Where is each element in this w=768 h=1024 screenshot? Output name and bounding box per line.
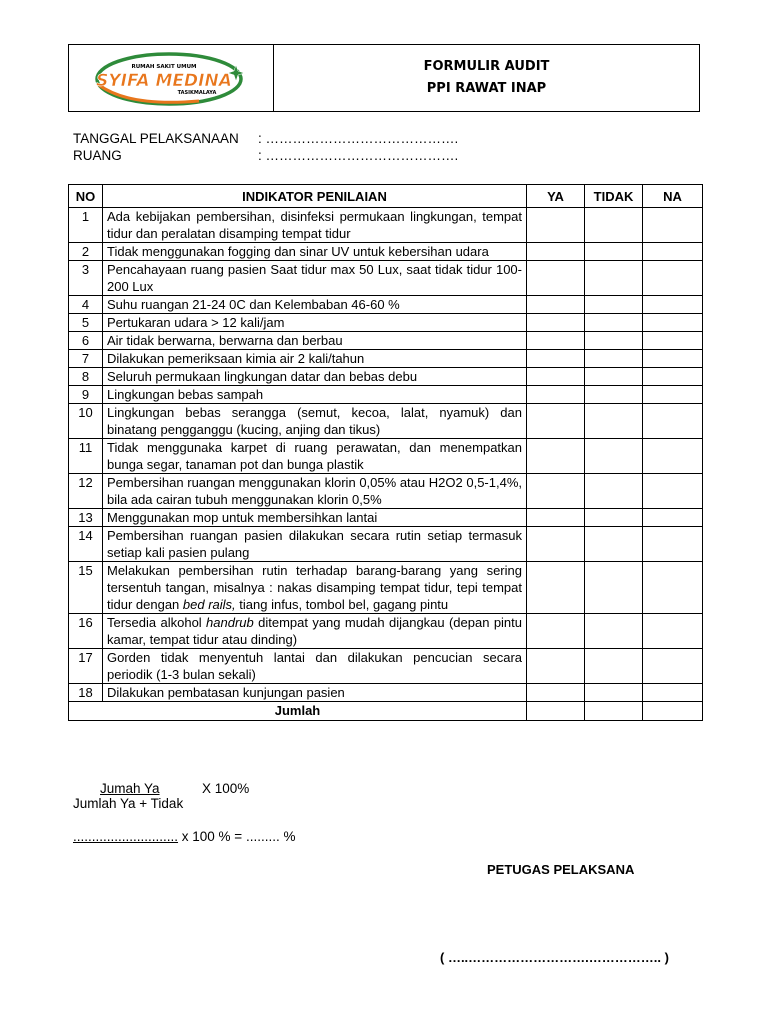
indicator-segment: Ada kebijakan pembersihan, disinfeksi permukaan lingkungan, tempat tidur dan peralatan disamping tempat tidur xyxy=(107,209,522,241)
ya-check-cell[interactable] xyxy=(527,296,585,314)
indicator-text xyxy=(103,649,527,684)
na-check-cell[interactable] xyxy=(643,439,703,474)
na-check-cell[interactable] xyxy=(643,243,703,261)
na-check-cell[interactable] xyxy=(643,404,703,439)
indicator-text xyxy=(103,243,527,261)
tidak-check-cell[interactable] xyxy=(585,368,643,386)
indicator-segment: Lingkungan bebas sampah xyxy=(107,387,264,402)
indicator-segment: Lingkungan bebas serangga (semut, kecoa, lalat, nyamuk) dan binatang pengganggu (kucing, anjing dan tikus) xyxy=(107,405,522,437)
formula-multiplier: X 100% xyxy=(202,781,250,796)
table-row xyxy=(69,386,703,404)
row-number: 10 xyxy=(69,404,103,439)
indicator-text xyxy=(103,314,527,332)
row-number: 7 xyxy=(69,350,103,368)
indicator-text xyxy=(103,332,527,350)
form-subtitle: PPI RAWAT INAP xyxy=(426,81,547,96)
signer-title: PETUGAS PELAKSANA xyxy=(487,862,635,877)
indicator-segment: Dilakukan pembatasan kunjungan pasien xyxy=(107,685,345,700)
na-check-cell[interactable] xyxy=(643,368,703,386)
numerator-text: Jumah Ya xyxy=(100,781,160,796)
table-row xyxy=(69,332,703,350)
indicator-text xyxy=(103,208,527,243)
col-header-na: NA xyxy=(643,185,703,208)
ya-check-cell[interactable] xyxy=(527,332,585,350)
ya-check-cell[interactable] xyxy=(527,614,585,649)
row-number: 3 xyxy=(69,261,103,296)
na-check-cell[interactable] xyxy=(643,350,703,368)
ya-check-cell[interactable] xyxy=(527,474,585,509)
ya-check-cell[interactable] xyxy=(527,208,585,243)
indicator-text xyxy=(103,474,527,509)
date-field[interactable]: : ……………………………………. xyxy=(258,131,459,146)
indicator-text xyxy=(103,509,527,527)
indicator-segment: Melakukan pembersihan rutin terhadap barang-barang yang sering tersentuh tangan, misalnya : nakas disamping tempat tidur, tepi tempat tidur dengan xyxy=(107,563,522,612)
indicator-segment: ditempat yang mudah dijangkau (depan pintu kamar, tempat tidur atau dinding) xyxy=(107,615,523,647)
table-row xyxy=(69,562,703,614)
tidak-check-cell[interactable] xyxy=(585,474,643,509)
ya-check-cell[interactable] xyxy=(527,527,585,562)
ya-check-cell[interactable] xyxy=(527,350,585,368)
logo-cell xyxy=(69,45,274,111)
indicator-segment: Pembersihan ruangan menggunakan klorin 0,05% atau H2O2 0,5-1,4%, bila ada cairan tubuh menggunakan klorin 0,5% xyxy=(107,475,522,507)
row-number: 18 xyxy=(69,684,103,702)
row-number: 11 xyxy=(69,439,103,474)
row-number: 14 xyxy=(69,527,103,562)
indicator-segment: Seluruh permukaan lingkungan datar dan bebas debu xyxy=(107,369,418,384)
ya-check-cell[interactable] xyxy=(527,684,585,702)
indicator-segment: Pencahayaan ruang pasien Saat tidur max 50 Lux, saat tidak tidur 100-200 Lux xyxy=(107,262,522,294)
row-number: 1 xyxy=(69,208,103,243)
total-row xyxy=(69,702,703,721)
row-number: 6 xyxy=(69,332,103,350)
indicator-segment: Pembersihan ruangan pasien dilakukan secara rutin setiap termasuk setiap kali pasien pulang xyxy=(107,528,522,560)
room-row xyxy=(73,148,458,163)
row-number: 16 xyxy=(69,614,103,649)
indicator-segment: Menggunakan mop untuk membersihkan lantai xyxy=(107,510,378,525)
indicator-text xyxy=(103,404,527,439)
indicator-text xyxy=(103,562,527,614)
tidak-check-cell[interactable] xyxy=(585,261,643,296)
tidak-check-cell[interactable] xyxy=(585,509,643,527)
row-number: 13 xyxy=(69,509,103,527)
indicator-text xyxy=(103,296,527,314)
indicator-text xyxy=(103,261,527,296)
indicator-text xyxy=(103,368,527,386)
table-header-row xyxy=(69,185,703,208)
ya-check-cell[interactable] xyxy=(527,649,585,684)
col-header-tidak: TIDAK xyxy=(585,185,643,208)
na-check-cell[interactable] xyxy=(643,314,703,332)
na-check-cell[interactable] xyxy=(643,208,703,243)
na-check-cell[interactable] xyxy=(643,649,703,684)
formula-denominator: Jumlah Ya + Tidak xyxy=(73,796,184,811)
logo-top-text: RUMAH SAKIT UMUM xyxy=(131,64,197,70)
tidak-check-cell[interactable] xyxy=(585,314,643,332)
room-field[interactable]: : ……………………………………. xyxy=(258,148,459,163)
tidak-check-cell[interactable] xyxy=(585,350,643,368)
logo-name: SYIFA MEDINA xyxy=(96,71,232,91)
audit-table xyxy=(68,184,703,721)
row-number: 5 xyxy=(69,314,103,332)
table-row xyxy=(69,243,703,261)
na-check-cell[interactable] xyxy=(643,614,703,649)
total-na-cell[interactable] xyxy=(643,702,703,721)
na-check-cell[interactable] xyxy=(643,296,703,314)
row-number: 12 xyxy=(69,474,103,509)
table-row xyxy=(69,614,703,649)
row-number: 2 xyxy=(69,243,103,261)
table-row xyxy=(69,208,703,243)
total-label: Jumlah xyxy=(69,702,527,721)
ya-check-cell[interactable] xyxy=(527,439,585,474)
indicator-segment: Tidak menggunakan fogging dan sinar UV untuk kebersihan udara xyxy=(107,244,489,259)
indicator-segment: Air tidak berwarna, berwarna dan berbau xyxy=(107,333,343,348)
logo-city: TASIKMALAYA xyxy=(177,90,217,96)
ya-check-cell[interactable] xyxy=(527,243,585,261)
tidak-check-cell[interactable] xyxy=(585,439,643,474)
table-row xyxy=(69,368,703,386)
tidak-check-cell[interactable] xyxy=(585,527,643,562)
na-check-cell[interactable] xyxy=(643,509,703,527)
indicator-text xyxy=(103,386,527,404)
ya-check-cell[interactable] xyxy=(527,261,585,296)
tidak-check-cell[interactable] xyxy=(585,684,643,702)
table-row xyxy=(69,314,703,332)
signature-line[interactable]: ( …..……………………….…………….. ) xyxy=(440,950,669,965)
table-row xyxy=(69,261,703,296)
na-check-cell[interactable] xyxy=(643,474,703,509)
tidak-check-cell[interactable] xyxy=(585,386,643,404)
row-number: 8 xyxy=(69,368,103,386)
indicator-italic-term: bed rails, xyxy=(182,597,236,612)
table-row xyxy=(69,684,703,702)
na-check-cell[interactable] xyxy=(643,684,703,702)
indicator-segment: Tersedia alkohol xyxy=(107,615,207,630)
indicator-segment: Pertukaran udara > 12 kali/jam xyxy=(107,315,285,330)
row-number: 9 xyxy=(69,386,103,404)
indicator-text xyxy=(103,684,527,702)
indicator-segment: Dilakukan pemeriksaan kimia air 2 kali/tahun xyxy=(107,351,365,366)
tidak-check-cell[interactable] xyxy=(585,614,643,649)
table-body xyxy=(69,208,703,702)
tidak-check-cell[interactable] xyxy=(585,208,643,243)
na-check-cell[interactable] xyxy=(643,332,703,350)
indicator-italic-term: handrub xyxy=(206,615,254,630)
room-label: RUANG xyxy=(73,148,122,163)
tidak-check-cell[interactable] xyxy=(585,243,643,261)
table-row xyxy=(69,350,703,368)
table-row xyxy=(69,439,703,474)
na-check-cell[interactable] xyxy=(643,386,703,404)
result-text: x 100 % = ......... % xyxy=(178,829,296,844)
row-number: 15 xyxy=(69,562,103,614)
na-check-cell[interactable] xyxy=(643,527,703,562)
table-row xyxy=(69,509,703,527)
indicator-segment: Tidak menggunaka karpet di ruang perawatan, dan menempatkan bunga segar, tanaman pot dan bunga plastik xyxy=(107,440,522,472)
indicator-segment: Suhu ruangan 21-24 0C dan Kelembaban 46-60 % xyxy=(107,297,400,312)
tidak-check-cell[interactable] xyxy=(585,404,643,439)
ya-check-cell[interactable] xyxy=(527,314,585,332)
na-check-cell[interactable] xyxy=(643,562,703,614)
ya-check-cell[interactable] xyxy=(527,562,585,614)
ya-check-cell[interactable] xyxy=(527,404,585,439)
col-header-indicator: INDIKATOR PENILAIAN xyxy=(103,185,527,208)
na-check-cell[interactable] xyxy=(643,261,703,296)
indicator-text xyxy=(103,527,527,562)
table-row xyxy=(69,474,703,509)
table-row xyxy=(69,527,703,562)
col-header-ya: YA xyxy=(527,185,585,208)
table-row xyxy=(69,296,703,314)
total-tidak-cell[interactable] xyxy=(585,702,643,721)
ya-check-cell[interactable] xyxy=(527,368,585,386)
total-ya-cell[interactable] xyxy=(527,702,585,721)
table-row xyxy=(69,649,703,684)
indicator-segment: Gorden tidak menyentuh lantai dan dilakukan pencucian secara periodik (1-3 bulan sekali) xyxy=(107,650,522,682)
result-blank-field[interactable]: ............................ xyxy=(73,829,179,844)
indicator-text xyxy=(103,614,527,649)
document-header xyxy=(68,44,700,112)
date-row xyxy=(73,131,458,146)
indicator-text xyxy=(103,350,527,368)
row-number: 4 xyxy=(69,296,103,314)
col-header-no: NO xyxy=(69,185,103,208)
formula-result xyxy=(73,829,295,844)
table-row xyxy=(69,404,703,439)
tidak-check-cell[interactable] xyxy=(585,562,643,614)
hospital-logo xyxy=(69,45,273,111)
indicator-text xyxy=(103,439,527,474)
title-cell xyxy=(274,45,699,111)
date-label: TANGGAL PELAKSANAAN xyxy=(73,131,239,146)
form-title: FORMULIR AUDIT xyxy=(423,59,550,74)
ya-check-cell[interactable] xyxy=(527,509,585,527)
tidak-check-cell[interactable] xyxy=(585,296,643,314)
formula-numerator xyxy=(100,781,160,796)
row-number: 17 xyxy=(69,649,103,684)
indicator-segment: tiang infus, tombol bel, gagang pintu xyxy=(235,597,449,612)
tidak-check-cell[interactable] xyxy=(585,649,643,684)
tidak-check-cell[interactable] xyxy=(585,332,643,350)
ya-check-cell[interactable] xyxy=(527,386,585,404)
